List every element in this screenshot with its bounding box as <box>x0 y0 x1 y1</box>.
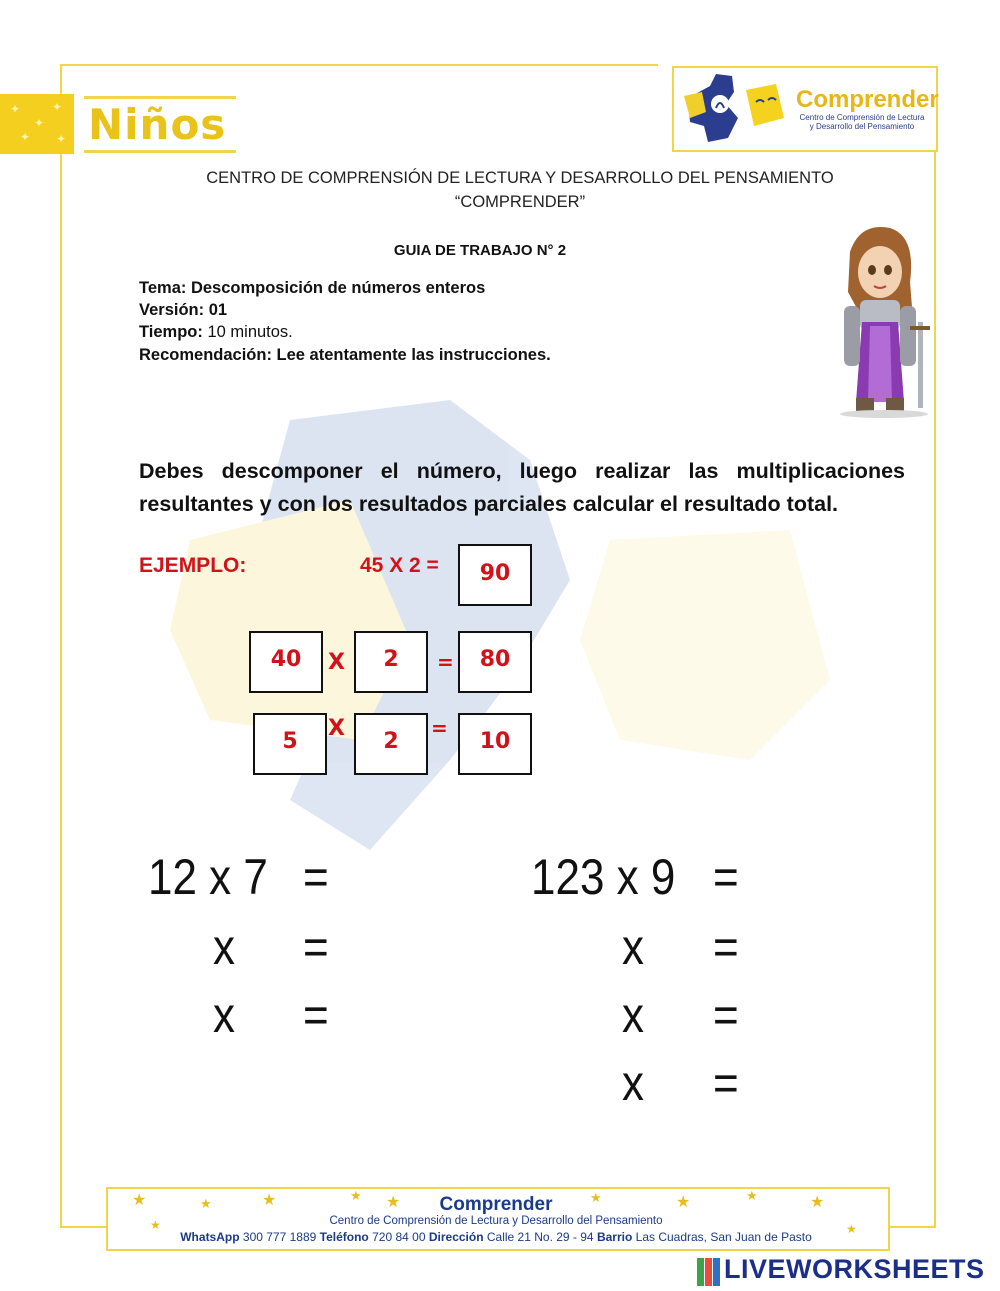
footer-contact <box>106 1230 886 1244</box>
logo-title: Comprender <box>796 86 939 113</box>
liveworksheets-brand: LIVEWORKSHEETS <box>724 1254 985 1284</box>
exercise-right-equals: = <box>713 849 739 905</box>
star-icon: ✦ <box>52 100 63 114</box>
star-icon: ✦ <box>56 132 67 146</box>
star-icon: ★ <box>846 1222 857 1236</box>
example-label: EJEMPLO: <box>139 554 247 577</box>
exercise-right-row3-eq: = <box>713 1055 739 1111</box>
frame-top-left <box>60 64 658 66</box>
meta-tiempo-value: 10 minutos. <box>207 323 293 341</box>
example-expression: 45 X 2 = <box>360 554 439 577</box>
meta-recomendacion: Recomendación: Lee atentamente las instrucciones. <box>139 346 551 364</box>
example-result-box: 90 <box>458 544 532 606</box>
footer-barrio: Las Cuadras, San Juan de Pasto <box>635 1230 812 1244</box>
star-icon: ★ <box>150 1218 161 1232</box>
footer-title: Comprender <box>439 1194 553 1215</box>
footer-telefono: 720 84 00 <box>372 1230 426 1244</box>
frame-bottom-right <box>886 1226 936 1228</box>
footer-direccion: Calle 21 No. 29 - 94 <box>486 1230 594 1244</box>
example-row1-op: X <box>328 650 345 675</box>
star-icon: ★ <box>590 1190 602 1205</box>
star-icon: ★ <box>676 1194 691 1211</box>
example-row2-result: 10 <box>458 713 532 775</box>
star-icon: ✦ <box>10 102 21 116</box>
example-row2-b: 2 <box>354 713 428 775</box>
footer-barrio-label: Barrio <box>596 1230 633 1244</box>
footer-direccion-label: Dirección <box>428 1230 484 1244</box>
puzzle-logo-icon <box>680 68 792 146</box>
guide-title: GUIA DE TRABAJO N° 2 <box>393 242 567 259</box>
example-row1-a: 40 <box>249 631 323 693</box>
star-icon: ★ <box>810 1194 825 1211</box>
meta-tiempo-label: Tiempo: <box>139 323 203 341</box>
star-icon: ★ <box>350 1188 362 1203</box>
center-title-line2: “COMPRENDER” <box>454 193 586 211</box>
example-row2-op: X <box>328 716 345 741</box>
exercise-right-row2-eq: = <box>713 987 739 1043</box>
example-row1-b: 2 <box>354 631 428 693</box>
meta-tema: Tema: Descomposición de números enteros <box>139 279 486 297</box>
example-row2-a: 5 <box>253 713 327 775</box>
star-icon: ★ <box>200 1196 212 1211</box>
tab-line-top <box>84 96 236 99</box>
footer-whatsapp: 300 777 1889 <box>242 1230 317 1244</box>
star-icon: ✦ <box>34 116 45 130</box>
example-row2-eq: = <box>431 716 448 740</box>
instructions-text: Debes descomponer el número, luego realizar las multiplicaciones resultantes y con los resultados parciales calcular el resultado total. <box>139 459 905 516</box>
exercise-left-expression: 12 x 7 <box>148 849 268 905</box>
star-icon: ★ <box>746 1188 758 1203</box>
header-tab-label: Niños <box>88 100 227 149</box>
star-icon: ★ <box>386 1194 401 1211</box>
exercise-left-equals: = <box>303 849 329 905</box>
frame-bottom-left <box>60 1226 108 1228</box>
frame-left <box>60 64 62 1228</box>
tab-line-bottom <box>84 150 236 153</box>
example-row1-eq: = <box>437 650 454 674</box>
exercise-left-row1-op: x <box>213 919 235 975</box>
exercise-left-row2-eq: = <box>303 987 329 1043</box>
exercise-right-row1-eq: = <box>713 919 739 975</box>
star-icon: ✦ <box>20 130 31 144</box>
footer-whatsapp-label: WhatsApp <box>180 1230 240 1244</box>
footer-telefono-label: Teléfono <box>319 1230 369 1244</box>
header-tab-strip <box>0 94 74 154</box>
center-title-line1: CENTRO DE COMPRENSIÓN DE LECTURA Y DESARROLLO DEL PENSAMIENTO <box>206 169 834 187</box>
liveworksheets-logo-icon <box>697 1258 721 1286</box>
exercise-right-expression: 123 x 9 <box>531 849 676 905</box>
logo-subtitle: Centro de Comprensión de Lectura y Desarrollo del Pensamiento <box>799 113 925 131</box>
meta-version: Versión: 01 <box>139 301 228 319</box>
exercise-left-row2-op: x <box>213 987 235 1043</box>
exercise-right-row1-op: x <box>622 919 644 975</box>
example-row1-result: 80 <box>458 631 532 693</box>
meta-tiempo <box>139 323 293 342</box>
exercise-right-row2-op: x <box>622 987 644 1043</box>
exercise-right-row3-op: x <box>622 1055 644 1111</box>
star-icon: ★ <box>132 1192 147 1209</box>
exercise-left-row1-eq: = <box>303 919 329 975</box>
star-icon: ★ <box>262 1192 277 1209</box>
footer-subtitle: Centro de Comprensión de Lectura y Desarrollo del Pensamiento <box>329 1215 663 1227</box>
character-illustration <box>830 222 938 422</box>
